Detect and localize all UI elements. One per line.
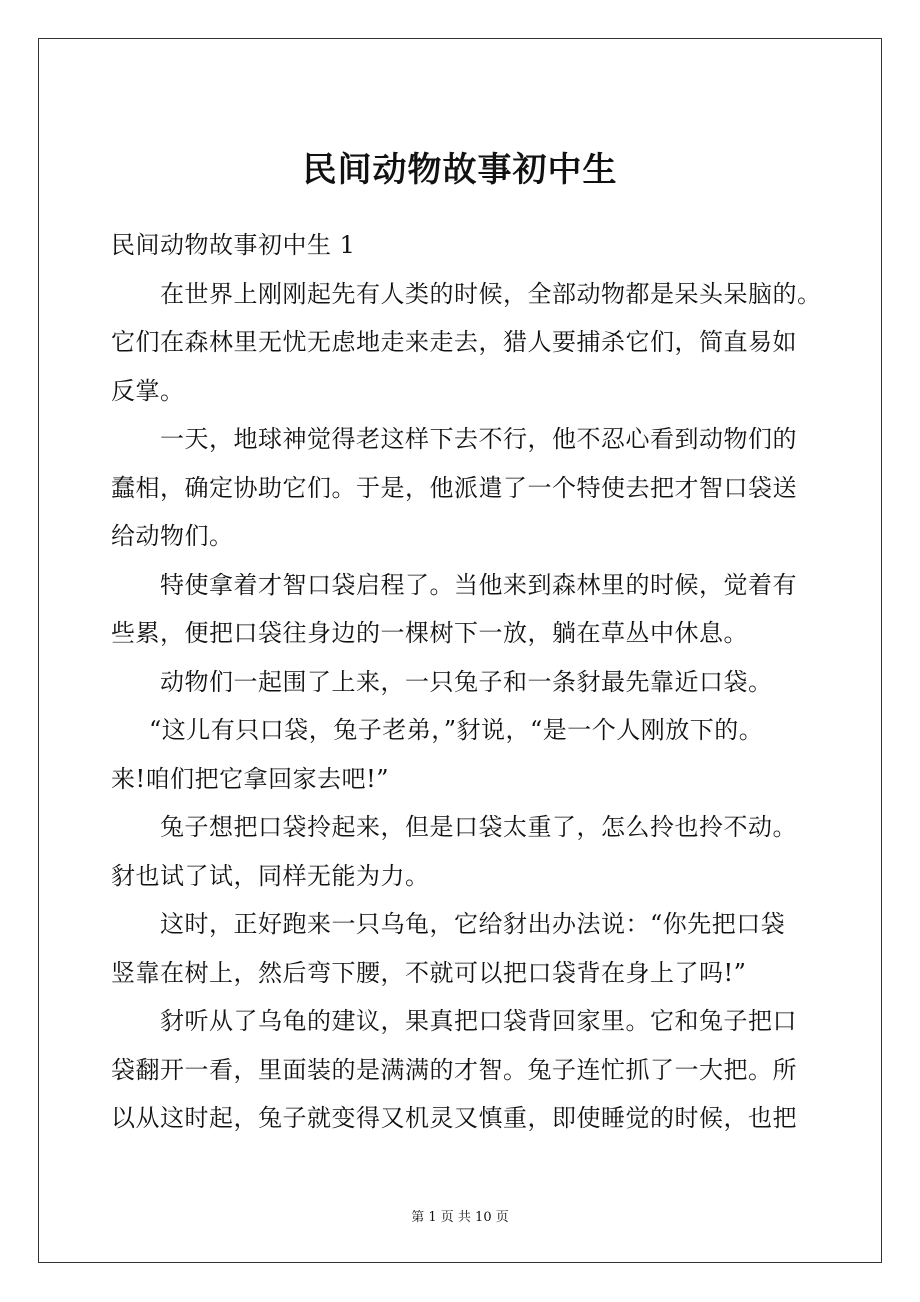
paragraph-line: 特使拿着才智口袋启程了。当他来到森林里的时候，觉着有 [160,570,797,599]
paragraph-line: 兔子想把口袋拎起来，但是口袋太重了，怎么拎也拎不动。 [160,813,797,841]
paragraph-line: 反掌。 [111,376,185,405]
page-footer: 第 1 页 共 10 页 [411,1210,509,1225]
document-title: 民间动物故事初中生 [302,150,618,190]
paragraph-line: “这儿有只口袋，兔子老弟，”豺说，“是一个人刚放下的。 [149,716,764,744]
paragraph-line: 一天，地球神觉得老这样下去不行，他不忍心看到动物们的 [160,425,797,453]
paragraph-line: 以从这时起，兔子就变得又机灵又慎重，即使睡觉的时候，也把 [111,1104,797,1132]
paragraph-line: 豺也试了试，同样无能为力。 [111,861,430,890]
paragraph-line: 蠢相，确定协助它们。于是，他派遣了一个特使去把才智口袋送 [111,473,797,502]
paragraph-line: 在世界上刚刚起先有人类的时候，全部动物都是呆头呆脑的。 [160,279,822,308]
section-heading: 民间动物故事初中生 1 [111,231,356,259]
paragraph-line: 来!咱们把它拿回家去吧!” [111,764,390,793]
paragraph-line: 它们在森林里无忧无虑地走来走去，猎人要捕杀它们，简直易如 [111,328,797,356]
paragraph-line: 动物们一起围了上来，一只兔子和一条豺最先靠近口袋。 [160,667,773,696]
paragraph-line: 给动物们。 [111,522,234,550]
paragraph-line: 些累，便把口袋往身边的一棵树下一放，躺在草丛中休息。 [111,619,748,647]
paragraph-line: 袋翻开一看，里面装的是满满的才智。兔子连忙抓了一大把。所 [111,1055,797,1084]
paragraph-line: 这时，正好跑来一只乌龟，它给豺出办法说：“你先把口袋 [160,910,786,938]
document-body [111,221,821,1143]
paragraph-line: 豺听从了乌龟的建议，果真把口袋背回家里。它和兔子把口 [160,1007,797,1035]
paragraph-line: 竖靠在树上，然后弯下腰，不就可以把口袋背在身上了吗!” [111,958,747,987]
